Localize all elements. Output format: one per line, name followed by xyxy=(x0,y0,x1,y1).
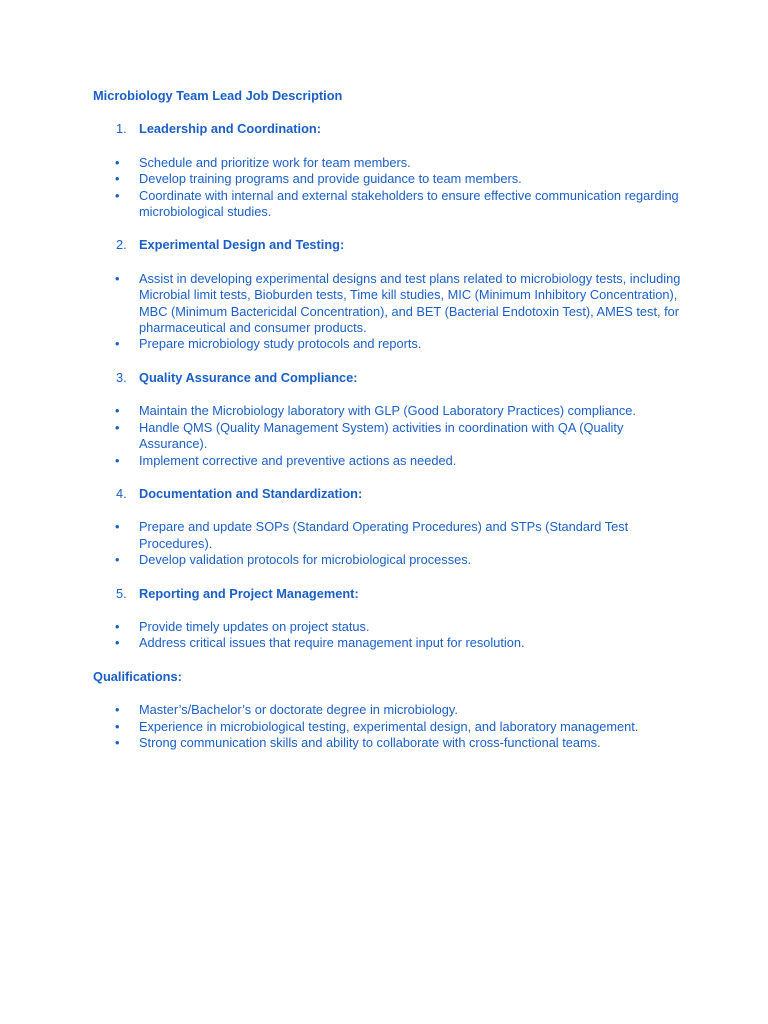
sections-container xyxy=(93,121,683,651)
section-heading-text: Experimental Design and Testing: xyxy=(139,237,345,253)
section-number: 2. xyxy=(116,237,127,253)
bullet-icon: • xyxy=(115,635,120,651)
bullet-icon: • xyxy=(115,270,120,286)
section-bullet-list xyxy=(93,619,683,652)
list-item-text: Schedule and prioritize work for team members. xyxy=(139,154,411,170)
section xyxy=(93,121,683,220)
section-bullet-list xyxy=(93,271,683,353)
list-item xyxy=(93,719,683,735)
bullet-icon: • xyxy=(115,718,120,734)
section-heading xyxy=(93,370,683,386)
list-item xyxy=(93,552,683,568)
list-item xyxy=(93,420,683,453)
bullet-icon: • xyxy=(115,187,120,203)
section-heading-text: Quality Assurance and Compliance: xyxy=(139,369,358,385)
section-bullet-list xyxy=(93,519,683,568)
list-item xyxy=(93,453,683,469)
bullet-icon: • xyxy=(115,171,120,187)
section-heading xyxy=(93,121,683,137)
section-number: 3. xyxy=(116,369,127,385)
list-item-text: Strong communication skills and ability to collaborate with cross-functional teams. xyxy=(139,734,601,750)
list-item-text: Prepare microbiology study protocols and reports. xyxy=(139,336,422,352)
section xyxy=(93,237,683,352)
list-item xyxy=(93,702,683,718)
section-heading xyxy=(93,586,683,602)
list-item-text: Implement corrective and preventive actions as needed. xyxy=(139,452,457,468)
list-item-text: Address critical issues that require management input for resolution. xyxy=(139,635,525,651)
section-number: 5. xyxy=(116,585,127,601)
document-body xyxy=(93,88,683,768)
bullet-icon: • xyxy=(115,403,120,419)
list-item xyxy=(93,155,683,171)
list-item-text: Coordinate with internal and external stakeholders to ensure effective communication regarding microbiological studies. xyxy=(139,187,679,220)
section-heading-text: Documentation and Standardization: xyxy=(139,485,363,501)
list-item xyxy=(93,403,683,419)
list-item-text: Prepare and update SOPs (Standard Operating Procedures) and STPs (Standard Test Procedures). xyxy=(139,519,629,551)
section-number: 1. xyxy=(116,121,127,137)
list-item-text: Experience in microbiological testing, experimental design, and laboratory management. xyxy=(139,718,639,734)
section-bullet-list xyxy=(93,155,683,221)
bullet-icon: • xyxy=(115,154,120,170)
bullet-icon: • xyxy=(115,734,120,750)
bullet-icon: • xyxy=(115,552,120,568)
bullet-icon: • xyxy=(115,419,120,435)
section-heading xyxy=(93,237,683,253)
document-title: Microbiology Team Lead Job Description xyxy=(93,88,343,103)
list-item xyxy=(93,619,683,635)
list-item xyxy=(93,635,683,651)
list-item xyxy=(93,336,683,352)
list-item-text: Master’s/Bachelor’s or doctorate degree in microbiology. xyxy=(139,702,458,718)
list-item-text: Handle QMS (Quality Management System) activities in coordination with QA (Quality Assurance). xyxy=(139,419,624,452)
list-item xyxy=(93,519,683,552)
list-item xyxy=(93,271,683,337)
section-heading-text: Reporting and Project Management: xyxy=(139,585,359,601)
section-heading-text: Leadership and Coordination: xyxy=(139,121,322,137)
list-item xyxy=(93,171,683,187)
bullet-icon: • xyxy=(115,452,120,468)
list-item-text: Assist in developing experimental designs and test plans related to microbiology tests, including Microbial limit tests, Bioburden tests, Time kill studies, MIC (Minimum Inhibitory Concentration), MBC (Minimum Bactericidal Concentration), and BET (Bacterial Endotoxin Test), AMES test, for pharmaceutical and consumer products. xyxy=(139,270,681,336)
section-heading xyxy=(93,486,683,502)
section-number: 4. xyxy=(116,485,127,501)
section xyxy=(93,370,683,469)
bullet-icon: • xyxy=(115,336,120,352)
bullet-icon: • xyxy=(115,618,120,634)
qualifications-heading: Qualifications: xyxy=(93,668,182,684)
section xyxy=(93,586,683,652)
qualifications-list xyxy=(93,702,683,751)
list-item-text: Develop validation protocols for microbiological processes. xyxy=(139,552,472,568)
section xyxy=(93,486,683,569)
bullet-icon: • xyxy=(115,519,120,535)
list-item-text: Maintain the Microbiology laboratory with GLP (Good Laboratory Practices) compliance. xyxy=(139,403,636,419)
list-item xyxy=(93,188,683,221)
section-bullet-list xyxy=(93,403,683,469)
list-item-text: Develop training programs and provide guidance to team members. xyxy=(139,171,522,187)
list-item-text: Provide timely updates on project status. xyxy=(139,618,370,634)
bullet-icon: • xyxy=(115,702,120,718)
list-item xyxy=(93,735,683,751)
